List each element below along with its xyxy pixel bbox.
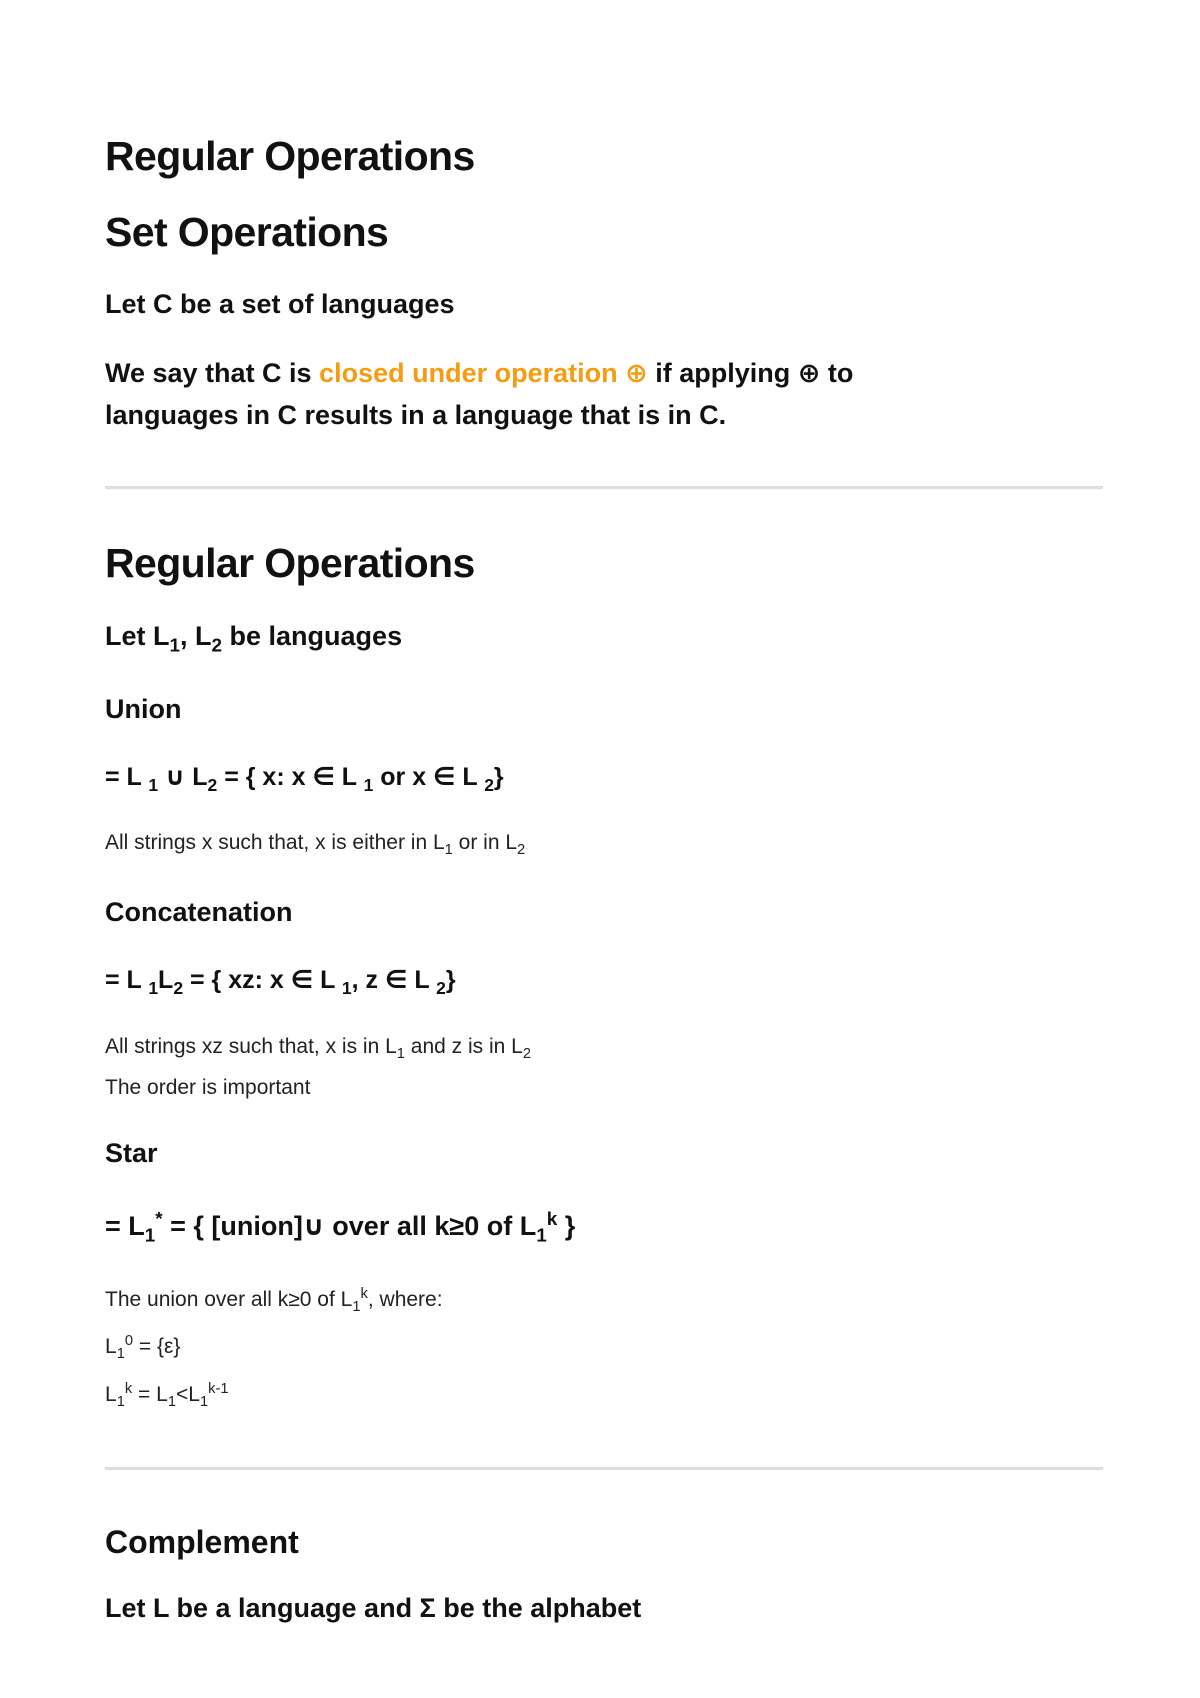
union-description: All strings x such that, x is either in $L_1$ or in $L_2$: [105, 831, 526, 859]
set-operations-heading: Set Operations: [105, 209, 389, 255]
let-l1-l2-line: Let $L_1$, $L_2$ be languages: [105, 621, 403, 657]
concatenation-equation: = L $_1L_2$ = { xz: x ∈ L $_1$, z ∈ L $_2$}: [105, 966, 456, 998]
closed-under-operation-highlight: closed under operation ⊕: [319, 358, 648, 388]
star-description: The union over all k≥0 of $L_1^k$, where:: [105, 1286, 443, 1316]
union-heading: Union: [105, 694, 182, 724]
closed-definition-line-2: languages in C results in a language that is in C.: [105, 400, 727, 430]
order-note: The order is important: [105, 1076, 311, 1099]
closed-definition-line: We say that C is closed under operation ⊕ if applying ⊕ to: [105, 358, 854, 388]
regular-operations-heading: Regular Operations: [105, 540, 475, 586]
section-divider: [105, 1467, 1103, 1470]
star-heading: Star: [105, 1138, 158, 1168]
concatenation-description: All strings xz such that, x is in $L_1$ and z is in $L_2$: [105, 1035, 532, 1063]
concatenation-heading: Concatenation: [105, 897, 293, 927]
star-equation: = $L_1^*$ = { [union]∪ over all k≥0 of $L_1^k$ }: [105, 1209, 576, 1247]
star-base-case: $L_1^0 = \{\varepsilon\}$: [105, 1333, 181, 1363]
section-divider: [105, 486, 1103, 489]
complement-let-line: Let L be a language and Σ be the alphabet: [105, 1593, 642, 1623]
star-recursive-case: $L_1^k = L_1<L_1^{k-1}$: [105, 1381, 229, 1411]
let-c-line: Let C be a set of languages: [105, 289, 455, 319]
page-title: Regular Operations: [105, 133, 475, 179]
union-equation: = L $_1$ ∪ $L_2$ = { x: x ∈ L $_1$ or x ∈ L $_2$}: [105, 763, 504, 795]
complement-heading: Complement: [105, 1524, 299, 1560]
